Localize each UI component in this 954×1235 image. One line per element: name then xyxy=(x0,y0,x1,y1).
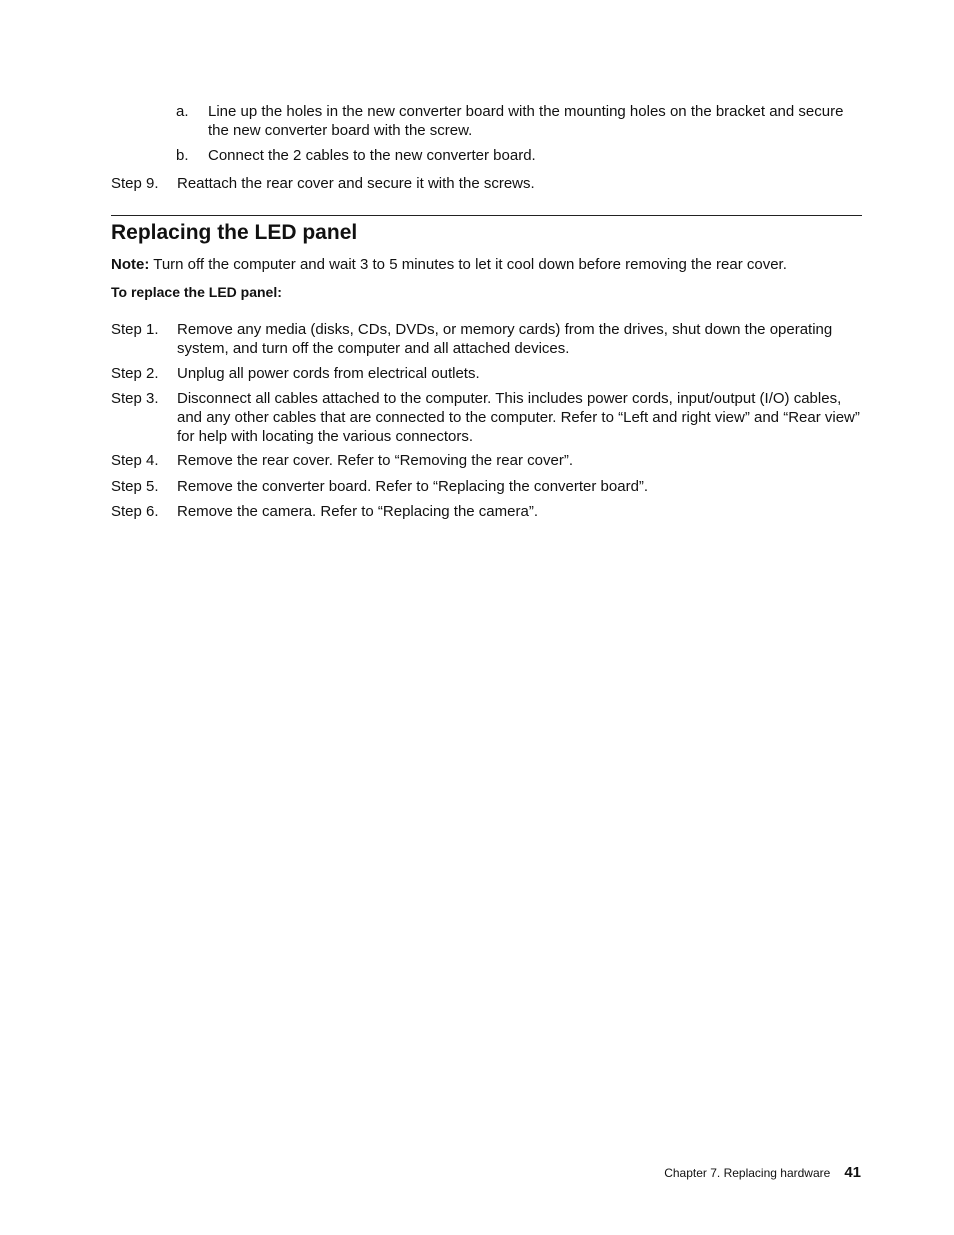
section-title: Replacing the LED panel xyxy=(111,221,358,244)
step-text: Reattach the rear cover and secure it with the screws. xyxy=(177,175,535,192)
page-number: 41 xyxy=(844,1164,861,1181)
sub-step-text: Line up the holes in the new converter board with the mounting holes on the bracket and secure the new converter board with the screw. xyxy=(208,103,844,139)
step-text: Remove the rear cover. Refer to “Removing the rear cover”. xyxy=(177,452,573,469)
step-label: Step 9. xyxy=(111,175,159,192)
step-label: Step 3. xyxy=(111,390,159,407)
footer-chapter: Chapter 7. Replacing hardware xyxy=(664,1166,831,1180)
note-label: Note: xyxy=(111,256,150,273)
step-label: Step 2. xyxy=(111,365,159,382)
procedure-title: To replace the LED panel: xyxy=(111,284,282,300)
step-label: Step 1. xyxy=(111,321,159,338)
note-text: Turn off the computer and wait 3 to 5 minutes to let it cool down before removing the rear cover. xyxy=(149,256,787,273)
step-text: Disconnect all cables attached to the computer. This includes power cords, input/output (I/O) cables, and any other cables that are connected to the computer. Refer to “Left and right view” and “Rear view” for help with locating the various connectors. xyxy=(177,390,860,445)
step-label: Step 5. xyxy=(111,478,159,495)
step-label: Step 6. xyxy=(111,503,159,520)
step-text: Remove the camera. Refer to “Replacing the camera”. xyxy=(177,503,538,520)
section-divider xyxy=(111,215,862,216)
step-label: Step 4. xyxy=(111,452,159,469)
note xyxy=(111,255,862,274)
sub-step-marker: b. xyxy=(176,147,189,164)
step-text: Remove any media (disks, CDs, DVDs, or memory cards) from the drives, shut down the operating system, and turn off the computer and all attached devices. xyxy=(177,321,833,357)
sub-step-marker: a. xyxy=(176,103,189,120)
sub-step-text: Connect the 2 cables to the new converter board. xyxy=(208,147,536,164)
page-footer xyxy=(664,1163,861,1183)
step-text: Unplug all power cords from electrical outlets. xyxy=(177,365,480,382)
step-text: Remove the converter board. Refer to “Replacing the converter board”. xyxy=(177,478,649,495)
